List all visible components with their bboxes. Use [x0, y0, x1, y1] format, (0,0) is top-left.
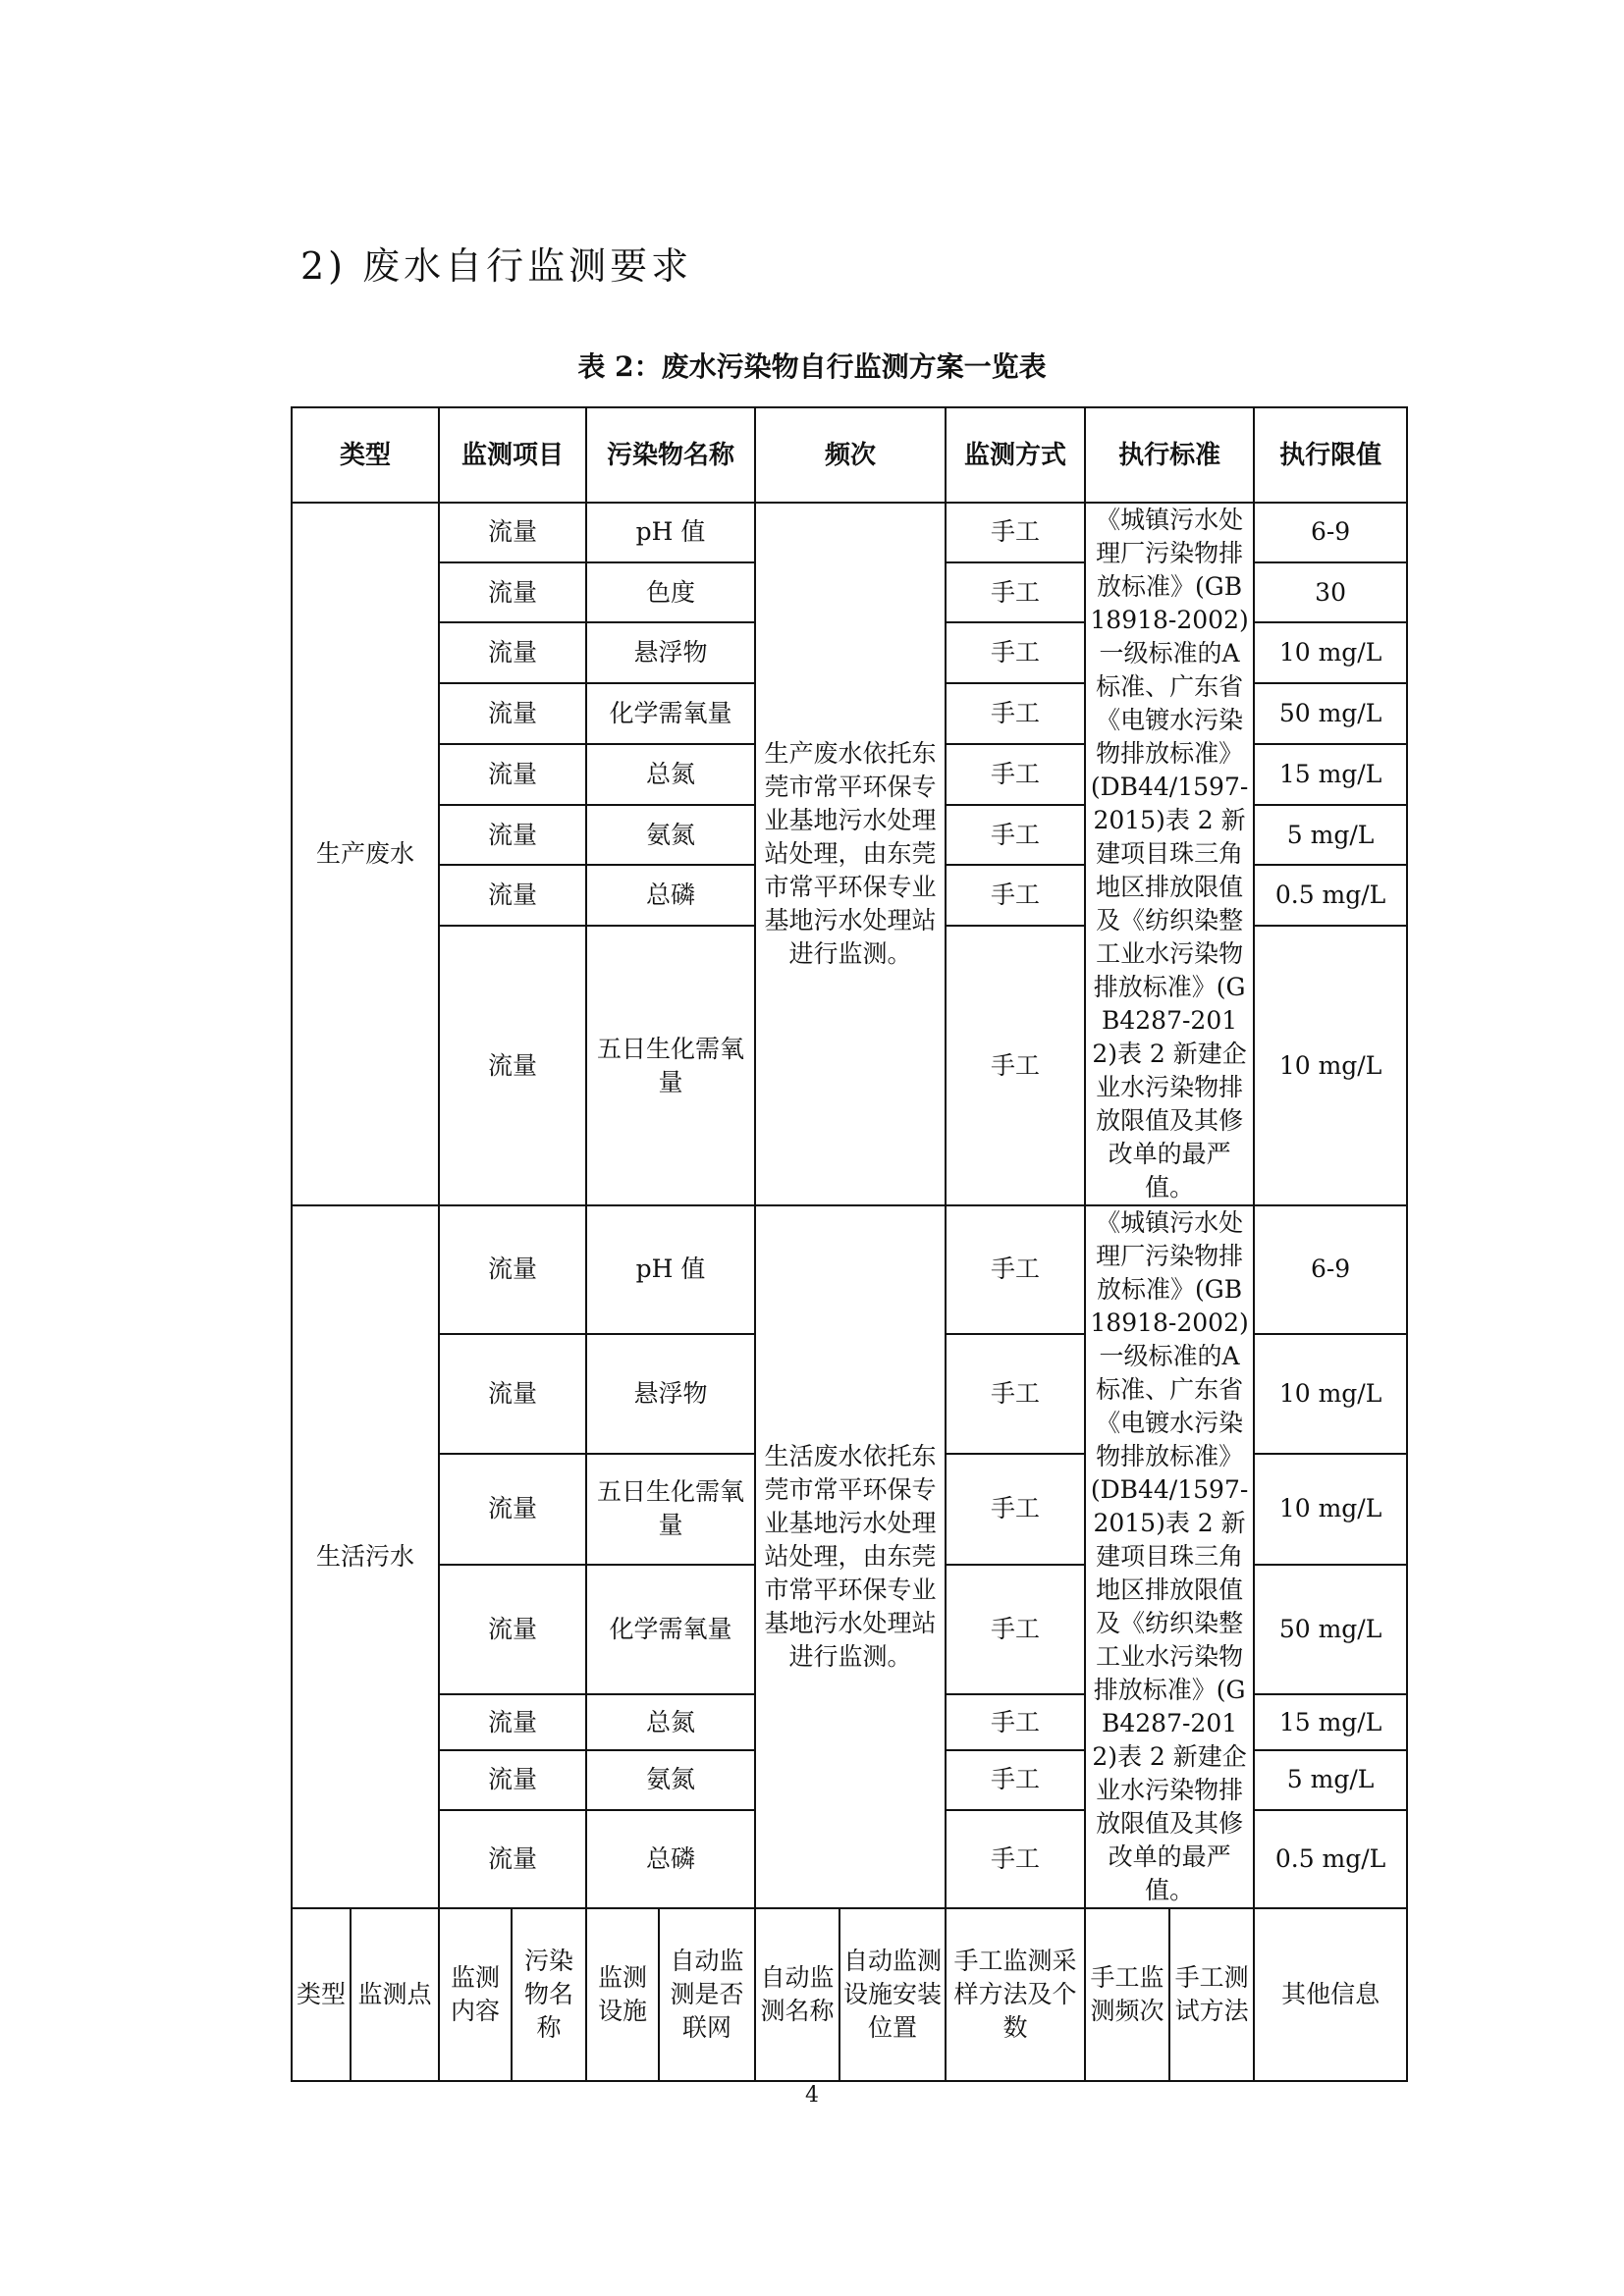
limit-cell: 10 mg/L	[1254, 1334, 1407, 1455]
item-cell: 流量	[439, 1205, 586, 1334]
pollutant-cell: 氨氮	[586, 1750, 755, 1810]
limit-cell: 5 mg/L	[1254, 1750, 1407, 1810]
pollutant-cell: 氨氮	[586, 805, 755, 866]
method-cell: 手工	[946, 1334, 1085, 1455]
item-cell: 流量	[439, 1750, 586, 1810]
item-cell: 流量	[439, 503, 586, 562]
subheader-cell: 自动监测是否联网	[659, 1908, 755, 2081]
col-header-item: 监测项目	[439, 407, 586, 503]
col-header-method: 监测方式	[946, 407, 1085, 503]
limit-cell: 30	[1254, 562, 1407, 623]
subheader-cell: 自动监测设施安装位置	[839, 1908, 946, 2081]
subheader-cell: 其他信息	[1254, 1908, 1407, 2081]
item-cell: 流量	[439, 683, 586, 744]
subheader-cell: 类型	[292, 1908, 351, 2081]
item-cell: 流量	[439, 1565, 586, 1695]
item-cell: 流量	[439, 926, 586, 1205]
pollutant-cell: 悬浮物	[586, 1334, 755, 1455]
header-row	[292, 407, 1407, 503]
col-header-frequency: 频次	[755, 407, 946, 503]
method-cell: 手工	[946, 503, 1085, 562]
pollutant-cell: 化学需氧量	[586, 683, 755, 744]
subheader-row	[292, 1908, 1407, 2081]
pollutant-cell: 化学需氧量	[586, 1565, 755, 1695]
method-cell: 手工	[946, 926, 1085, 1205]
limit-cell: 10 mg/L	[1254, 622, 1407, 683]
subheader-cell: 监测内容	[439, 1908, 512, 2081]
limit-cell: 10 mg/L	[1254, 926, 1407, 1205]
section-heading: 2) 废水自行监测要求	[300, 244, 693, 288]
item-cell: 流量	[439, 562, 586, 623]
type-cell: 生产废水	[292, 503, 439, 1205]
item-cell: 流量	[439, 1694, 586, 1749]
pollutant-cell: 总磷	[586, 865, 755, 926]
pollutant-cell: 五日生化需氧量	[586, 926, 755, 1205]
item-cell: 流量	[439, 744, 586, 805]
col-header-type: 类型	[292, 407, 439, 503]
subheader-cell: 手工监测频次	[1085, 1908, 1169, 2081]
pollutant-cell: 色度	[586, 562, 755, 623]
col-header-standard: 执行标准	[1085, 407, 1254, 503]
method-cell: 手工	[946, 1565, 1085, 1695]
subheader-cell: 监测点	[351, 1908, 439, 2081]
method-cell: 手工	[946, 622, 1085, 683]
standard-cell: 《城镇污水处理厂污染物排放标准》(GB18918-2002)一级标准的A标准、广东省《电镀水污染物排放标准》(DB44/1597-2015)表 2 新建项目珠三角地区排放限值及《纺织染整工业水污染物排放标准》(GB4287-2012)表 2 新建企业水污染物排放限值及其修改单的最严值。	[1085, 1205, 1254, 1908]
pollutant-cell: pH 值	[586, 1205, 755, 1334]
method-cell: 手工	[946, 1205, 1085, 1334]
limit-cell: 10 mg/L	[1254, 1454, 1407, 1564]
limit-cell: 5 mg/L	[1254, 805, 1407, 866]
limit-cell: 50 mg/L	[1254, 1565, 1407, 1695]
frequency-cell: 生活废水依托东莞市常平环保专业基地污水处理站处理，由东莞市常平环保专业基地污水处理站进行监测。	[755, 1205, 946, 1908]
pollutant-cell: 总氮	[586, 744, 755, 805]
method-cell: 手工	[946, 865, 1085, 926]
item-cell: 流量	[439, 1810, 586, 1908]
method-cell: 手工	[946, 1694, 1085, 1749]
method-cell: 手工	[946, 805, 1085, 866]
monitoring-table	[291, 406, 1408, 2082]
frequency-cell: 生产废水依托东莞市常平环保专业基地污水处理站处理，由东莞市常平环保专业基地污水处理站进行监测。	[755, 503, 946, 1205]
pollutant-cell: 总氮	[586, 1694, 755, 1749]
table-caption: 表 2：废水污染物自行监测方案一览表	[577, 350, 1047, 383]
pollutant-cell: pH 值	[586, 503, 755, 562]
col-header-pollutant: 污染物名称	[586, 407, 755, 503]
item-cell: 流量	[439, 1334, 586, 1455]
item-cell: 流量	[439, 622, 586, 683]
limit-cell: 6-9	[1254, 1205, 1407, 1334]
subheader-cell: 手工测试方法	[1169, 1908, 1254, 2081]
subheader-cell: 手工监测采样方法及个数	[946, 1908, 1085, 2081]
limit-cell: 15 mg/L	[1254, 1694, 1407, 1749]
subheader-cell: 污染物名称	[512, 1908, 586, 2081]
item-cell: 流量	[439, 865, 586, 926]
limit-cell: 50 mg/L	[1254, 683, 1407, 744]
method-cell: 手工	[946, 1454, 1085, 1564]
col-header-limit: 执行限值	[1254, 407, 1407, 503]
method-cell: 手工	[946, 1750, 1085, 1810]
subheader-cell: 监测设施	[586, 1908, 659, 2081]
table-row	[292, 503, 1407, 562]
method-cell: 手工	[946, 1810, 1085, 1908]
limit-cell: 6-9	[1254, 503, 1407, 562]
method-cell: 手工	[946, 562, 1085, 623]
method-cell: 手工	[946, 744, 1085, 805]
standard-cell: 《城镇污水处理厂污染物排放标准》(GB18918-2002)一级标准的A标准、广东省《电镀水污染物排放标准》(DB44/1597-2015)表 2 新建项目珠三角地区排放限值及《纺织染整工业水污染物排放标准》(GB4287-2012)表 2 新建企业水污染物排放限值及其修改单的最严值。	[1085, 503, 1254, 1205]
method-cell: 手工	[946, 683, 1085, 744]
page-number: 4	[805, 2083, 819, 2108]
limit-cell: 0.5 mg/L	[1254, 1810, 1407, 1908]
pollutant-cell: 总磷	[586, 1810, 755, 1908]
item-cell: 流量	[439, 805, 586, 866]
table-row	[292, 1205, 1407, 1334]
pollutant-cell: 五日生化需氧量	[586, 1454, 755, 1564]
type-cell: 生活污水	[292, 1205, 439, 1908]
limit-cell: 15 mg/L	[1254, 744, 1407, 805]
subheader-cell: 自动监测名称	[755, 1908, 839, 2081]
limit-cell: 0.5 mg/L	[1254, 865, 1407, 926]
pollutant-cell: 悬浮物	[586, 622, 755, 683]
item-cell: 流量	[439, 1454, 586, 1564]
